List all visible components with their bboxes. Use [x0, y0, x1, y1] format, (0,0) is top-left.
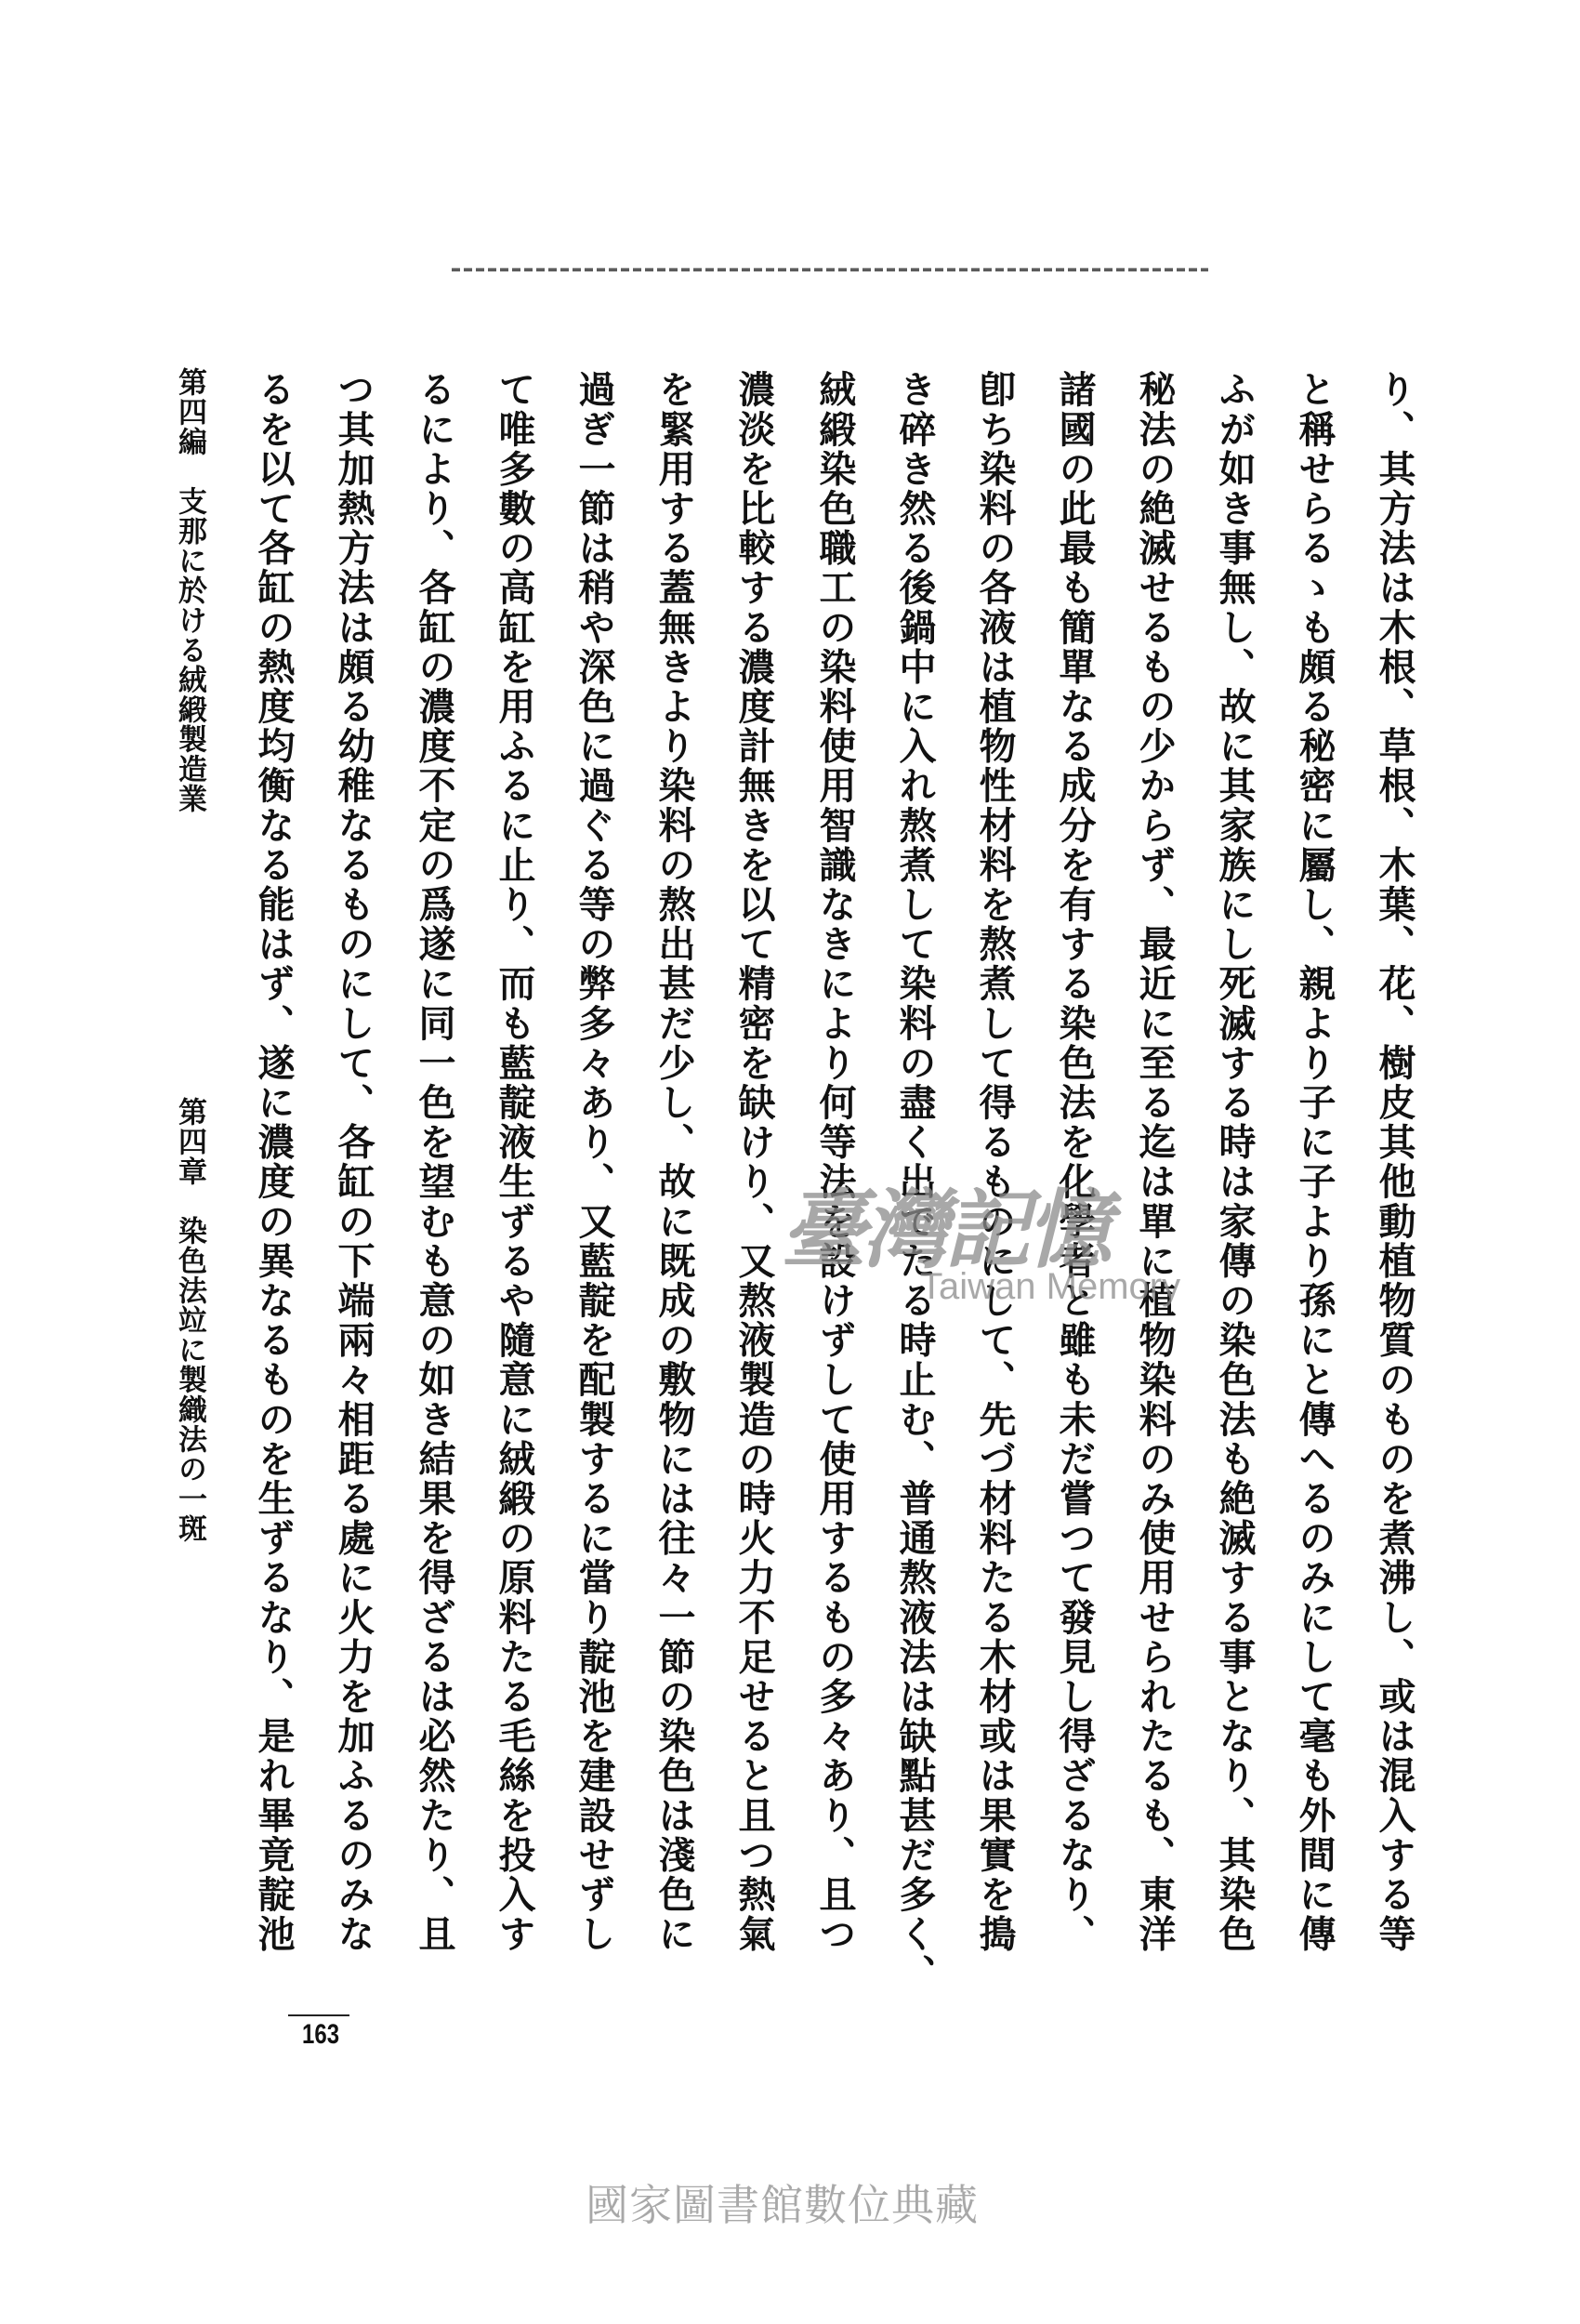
running-header-part: 第四編 支那に於ける絨緞製造業: [173, 367, 206, 813]
text-column-5: 諸國の此最も簡單なる成分を有する染色法を化學者と雖も未だ嘗つて發見し得ざるなり、: [1053, 370, 1097, 1954]
text-column-2: と稱せらるゝも頗る秘密に屬し、親より子に子より孫にと傳へるのみにして毫も外間に傳: [1293, 370, 1336, 1954]
text-column-10: を緊用する蓋無きより染料の熬出甚だ少し、故に既成の敷物には往々一節の染色は淺色に: [652, 370, 696, 1954]
text-column-15: るを以て各缸の熱度均衡なる能はず、遂に濃度の異なるものを生ずるなり、是れ畢竟靛池: [252, 370, 296, 1954]
text-column-3: ふが如き事無し、故に其家族にし死滅する時は家傳の染色法も絶滅する事となり、其染色: [1213, 370, 1257, 1954]
text-column-4: 秘法の絶滅せるもの少からず、最近に至る迄は單に植物染料のみ使用せられたるも、東洋: [1133, 370, 1177, 1954]
text-column-14: つ其加熱方法は頗る幼稚なるものにして、各缸の下端兩々相距る處に火力を加ふるのみな: [332, 370, 375, 1954]
text-column-9: 濃淡を比較する濃度計無きを以て精密を缺けり、又熬液製造の時火力不足せると且つ熱氣: [732, 370, 776, 1954]
running-header-chapter: 第四章 染色法竝に製織法の一斑: [173, 1097, 206, 1543]
text-column-1: り、其方法は木根、草根、木葉、花、樹皮其他動植物質のものを煮沸し、或は混入する等: [1373, 370, 1416, 1954]
watermark-logo-text: 臺灣記憶: [781, 1180, 1109, 1280]
watermark-logo-latin: Taiwan Memory: [920, 1266, 1181, 1307]
text-column-6: 卽ち染料の各液は植物性材料を熬煮して得るものにして、先づ材料たる木材或は果實を搗: [973, 370, 1017, 1954]
text-column-13: るにより、各缸の濃度不定の爲遂に同一色を望むも意の如き結果を得ざるは必然たり、且: [413, 370, 456, 1954]
page-number: 163: [302, 2019, 340, 2050]
text-column-12: て唯多數の高缸を用ふるに止り、而も藍靛液生ずるや隨意に絨緞の原料たる毛絲を投入す: [493, 370, 536, 1954]
page-number-rule: [288, 2014, 349, 2016]
library-footer-watermark: 國家圖書館數位典藏: [586, 2180, 979, 2230]
decorative-top-rule: [452, 266, 1208, 273]
text-column-8: 絨緞染色職工の染料使用智識なきにより何等法を設けずして使用するもの多々あり、且つ: [813, 370, 857, 1954]
text-column-11: 過ぎ一節は稍や深色に過ぐる等の弊多々あり、又藍靛を配製するに當り靛池を建設せずし: [573, 370, 616, 1954]
text-column-7: き碎き然る後鍋中に入れ熬煮して染料の盡く出でたる時止む、普通熬液法は缺點甚だ多く、: [893, 370, 937, 1994]
